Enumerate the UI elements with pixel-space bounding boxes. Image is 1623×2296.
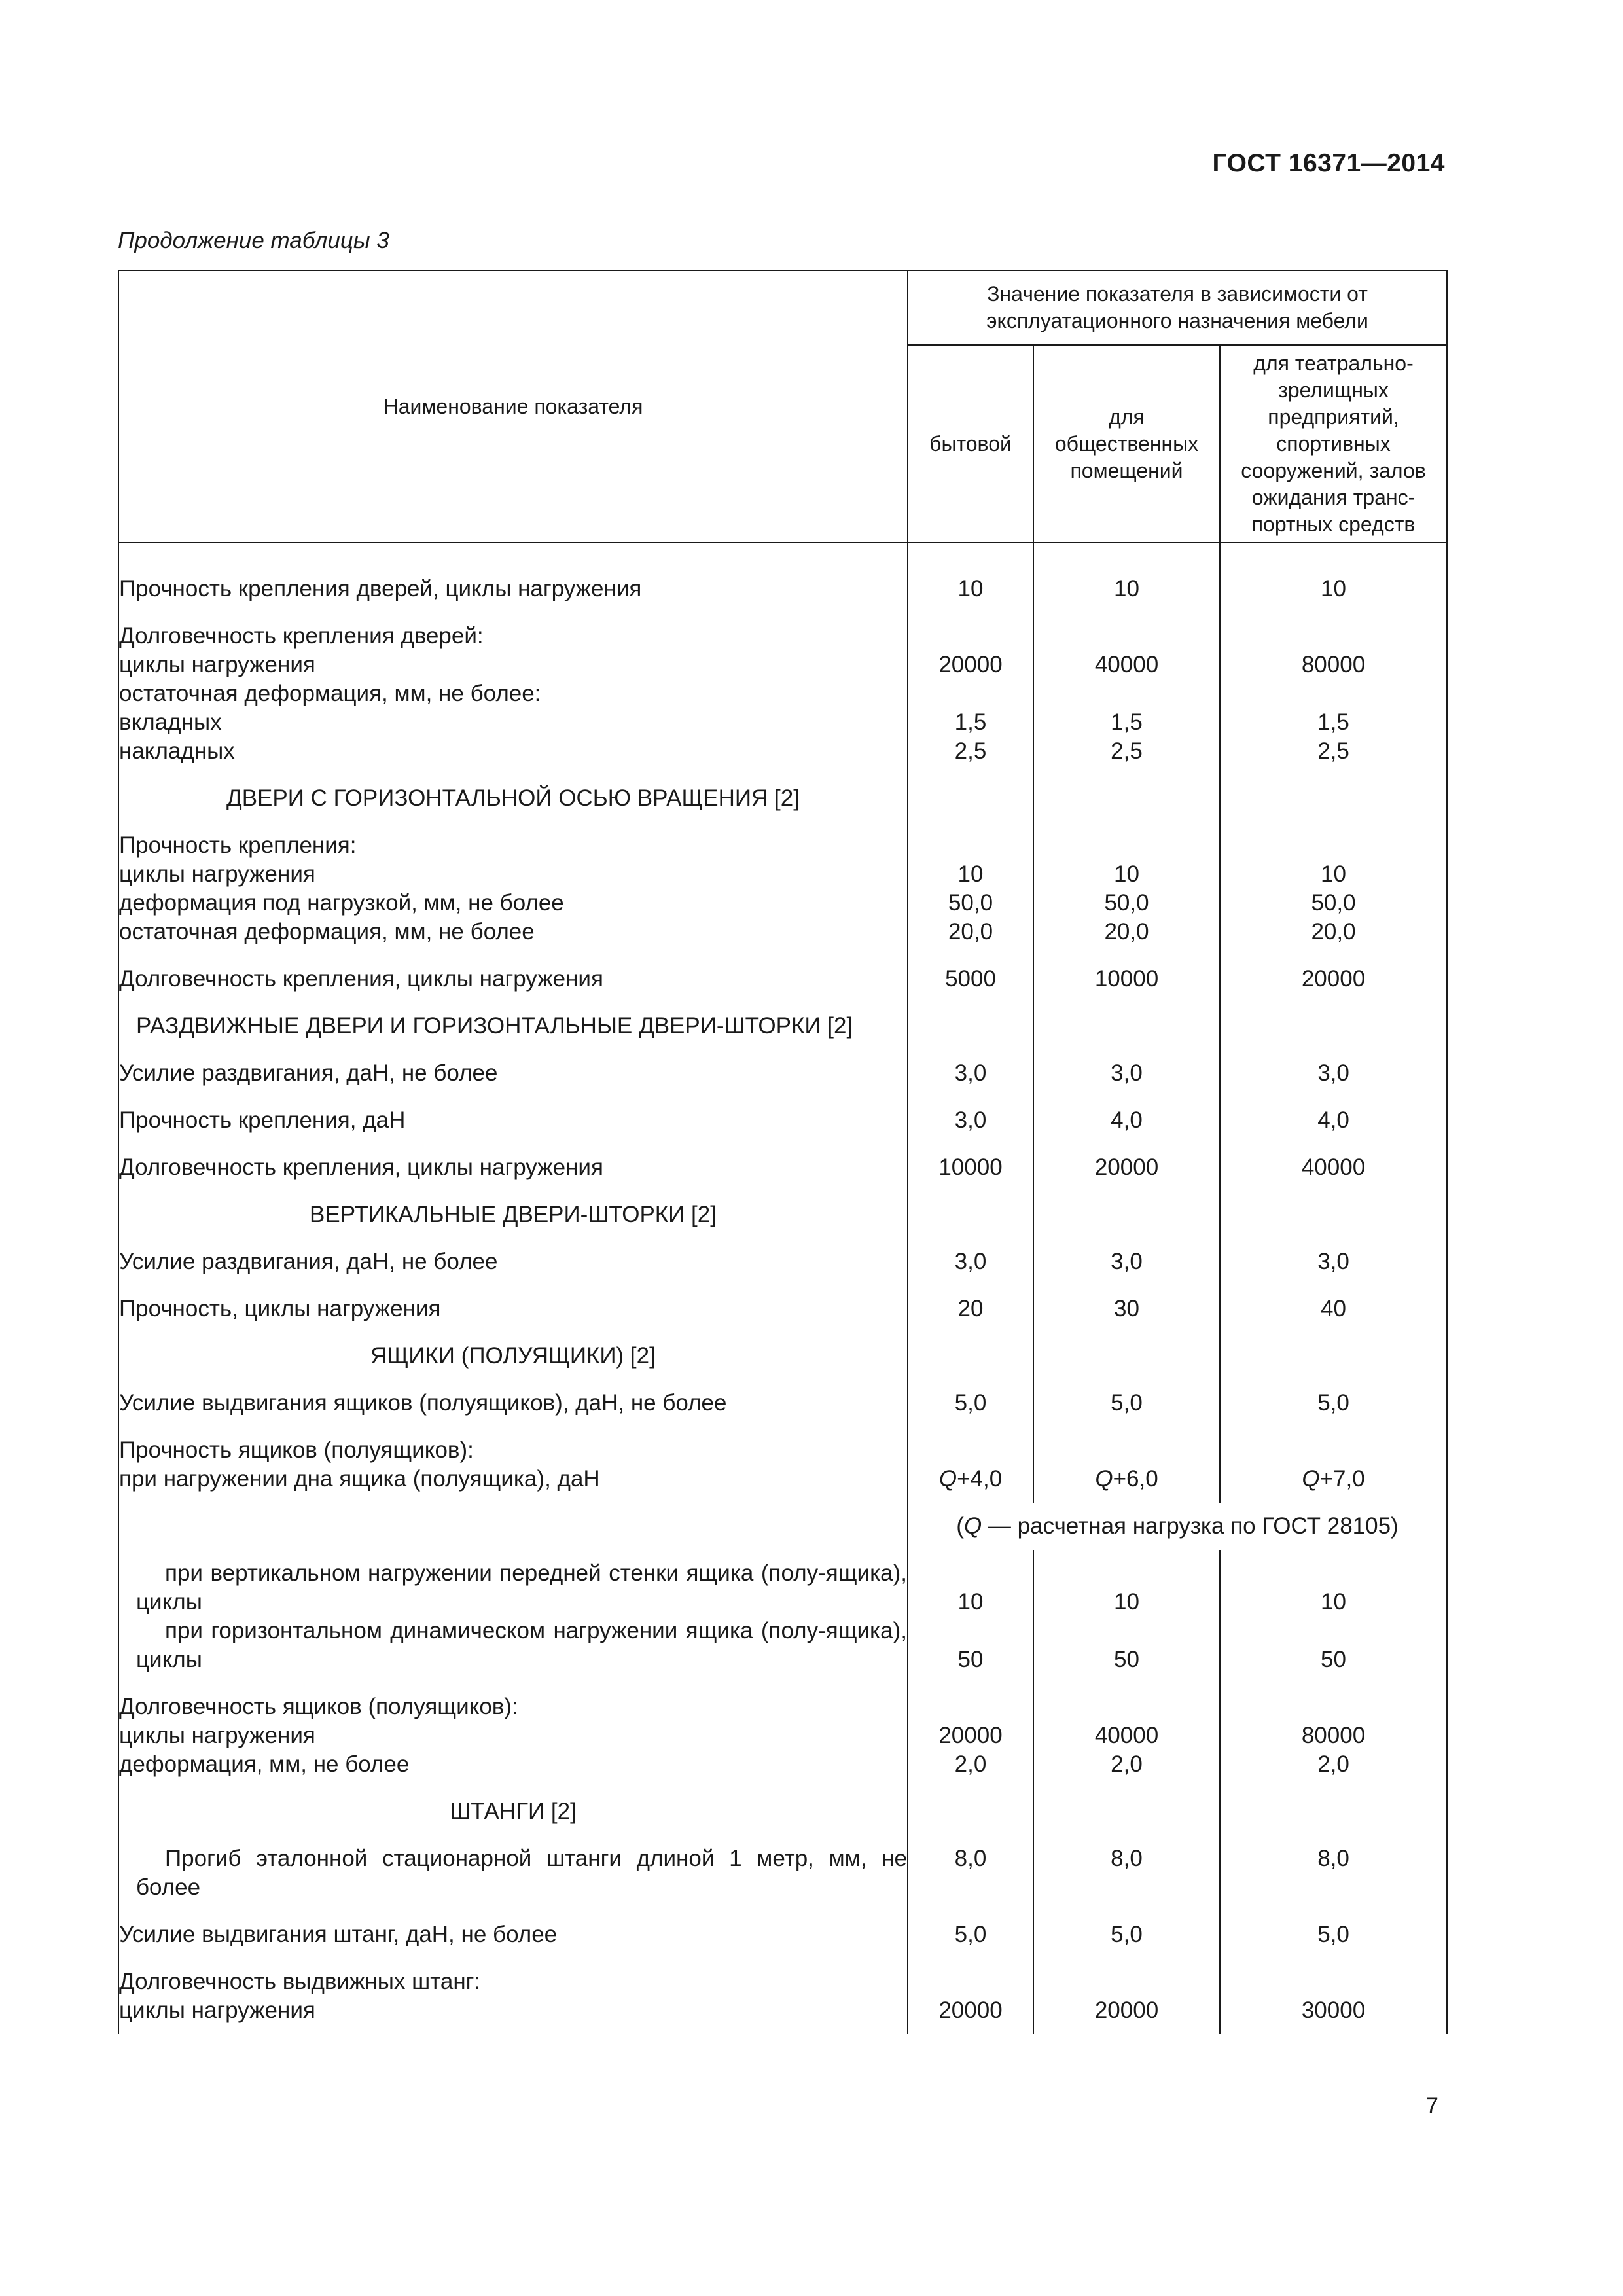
table-caption: Продолжение таблицы 3 [118, 228, 389, 253]
empty-cell [908, 1191, 1033, 1238]
value-household [908, 1238, 1033, 1285]
value-line: 10000 [1094, 966, 1159, 992]
value-line: Q+7,0 [1302, 1466, 1365, 1492]
empty-cell [1220, 1333, 1447, 1380]
empty-cell [1220, 1191, 1447, 1238]
value-line: 20000 [1094, 1155, 1159, 1180]
indicator-line: Усилие раздвигания, даН, не более [119, 1060, 498, 1086]
section-title: РАЗДВИЖНЫЕ ДВЕРИ И ГОРИЗОНТАЛЬНЫЕ ДВЕРИ-ШТОРКИ [2] [118, 1003, 908, 1050]
indicator-line: накладных [119, 738, 235, 764]
value-line: 40000 [1301, 1155, 1366, 1180]
value-household [908, 822, 1033, 956]
value-line: 2,5 [1111, 738, 1143, 764]
value-public [1033, 1285, 1220, 1333]
value-theatre [1220, 1144, 1447, 1191]
group-header: Значение показателя в зависимости от эксплуатационного назначения мебели [908, 270, 1447, 345]
value-line: 40000 [1094, 1723, 1159, 1748]
value-public [1033, 1911, 1220, 1958]
value-public [1033, 1835, 1220, 1911]
value-line: 3,0 [954, 1249, 987, 1274]
value-line: 5,0 [1317, 1390, 1349, 1416]
value-public [1033, 1097, 1220, 1144]
indicator-name [118, 1285, 908, 1333]
table-row [118, 565, 1447, 613]
value-line: 5,0 [1317, 1922, 1349, 1947]
table-row [118, 1911, 1447, 1958]
empty-cell [1033, 1788, 1220, 1835]
value-public [1033, 956, 1220, 1003]
value-line: 5,0 [954, 1390, 987, 1416]
value-line: 40 [1321, 1296, 1346, 1321]
indicator-line: Прочность ящиков (полуящиков): [119, 1437, 474, 1463]
value-line: 30000 [1301, 1998, 1366, 2023]
value-line: 3,0 [1317, 1060, 1349, 1086]
value-line: 30 [1114, 1296, 1139, 1321]
table-row [118, 1427, 1447, 1503]
value-line: 8,0 [1317, 1846, 1349, 1871]
value-theatre [1220, 1683, 1447, 1788]
value-household [908, 1550, 1033, 1683]
value-line: 2,5 [954, 738, 987, 764]
value-line: 10 [1321, 861, 1346, 887]
table-row [118, 613, 1447, 775]
value-household [908, 1911, 1033, 1958]
empty-cell [118, 1503, 908, 1550]
table-body [118, 543, 1447, 2034]
indicator-line: деформация под нагрузкой, мм, не более [119, 890, 564, 916]
value-line: 10 [957, 1589, 984, 1615]
value-household [908, 1050, 1033, 1097]
indicator-line: Усилие выдвигания ящиков (полуящиков), даН, не более [119, 1390, 727, 1416]
value-household [908, 1097, 1033, 1144]
section-title: ДВЕРИ С ГОРИЗОНТАЛЬНОЙ ОСЬЮ ВРАЩЕНИЯ [2] [118, 775, 908, 822]
value-line: 3,0 [954, 1060, 987, 1086]
section-title: ВЕРТИКАЛЬНЫЕ ДВЕРИ-ШТОРКИ [2] [118, 1191, 908, 1238]
value-theatre [1220, 1380, 1447, 1427]
indicator-line: циклы нагружения [119, 1723, 315, 1748]
value-line: 4,0 [1111, 1107, 1143, 1133]
indicator-line: Долговечность выдвижных штанг: [119, 1969, 481, 1994]
empty-cell [1033, 775, 1220, 822]
page-number: 7 [1425, 2093, 1438, 2119]
value-household [908, 1144, 1033, 1191]
value-line: 5,0 [1111, 1390, 1143, 1416]
empty-cell [1033, 1333, 1220, 1380]
value-theatre [1220, 1097, 1447, 1144]
value-theatre [1220, 1911, 1447, 1958]
value-line: 50,0 [1104, 890, 1149, 916]
indicator-name [118, 613, 908, 775]
value-line: Q+4,0 [938, 1466, 1003, 1492]
value-line: 10000 [938, 1155, 1003, 1180]
section-row [118, 1788, 1447, 1835]
value-public [1033, 613, 1220, 775]
table-row [118, 1285, 1447, 1333]
value-line: 8,0 [1111, 1846, 1143, 1871]
value-line: 10 [1321, 576, 1346, 601]
value-line: 1,5 [1111, 709, 1143, 735]
indicator-line: Усилие раздвигания, даН, не более [119, 1249, 498, 1274]
indicator-line: Долговечность крепления, циклы нагружения [119, 1155, 603, 1180]
empty-cell [908, 1333, 1033, 1380]
indicator-line: при горизонтальном динамическом нагружении ящика (полу-ящика), циклы [136, 1618, 907, 1672]
column-header-theatre: для театрально-зрелищных предприятий, спортивных сооружений, залов ожидания транс-портных средств [1220, 345, 1447, 543]
indicator-name [118, 1958, 908, 2034]
value-theatre [1220, 1835, 1447, 1911]
value-line: 80000 [1301, 652, 1366, 677]
value-line: 20000 [938, 1998, 1003, 2023]
indicator-name [118, 822, 908, 956]
indicator-name [118, 1238, 908, 1285]
indicator-line: Усилие выдвигания штанг, даН, не более [119, 1922, 558, 1947]
empty-cell [1033, 1003, 1220, 1050]
value-theatre [1220, 1958, 1447, 2034]
indicator-line: при нагружении дна ящика (полуящика), даН [119, 1466, 600, 1492]
empty-cell [908, 775, 1033, 822]
value-line: 3,0 [954, 1107, 987, 1133]
value-theatre [1220, 1238, 1447, 1285]
properties-table [118, 270, 1448, 2034]
value-line: 40000 [1094, 652, 1159, 677]
value-line: 3,0 [1111, 1249, 1143, 1274]
value-household [908, 1835, 1033, 1911]
value-public [1033, 1380, 1220, 1427]
indicator-name [118, 1911, 908, 1958]
indicator-name [118, 1050, 908, 1097]
table-row [118, 1683, 1447, 1788]
value-line: 50 [957, 1647, 984, 1672]
value-theatre [1220, 613, 1447, 775]
table-row [118, 1958, 1447, 2034]
value-line: 20000 [938, 652, 1003, 677]
empty-cell [1220, 1003, 1447, 1050]
value-public [1033, 1427, 1220, 1503]
value-theatre [1220, 1050, 1447, 1097]
value-line: 3,0 [1317, 1249, 1349, 1274]
value-line: 3,0 [1111, 1060, 1143, 1086]
indicator-name [118, 565, 908, 613]
indicator-name [118, 956, 908, 1003]
value-public [1033, 565, 1220, 613]
section-title: ЯЩИКИ (ПОЛУЯЩИКИ) [2] [118, 1333, 908, 1380]
indicator-name [118, 1835, 908, 1911]
indicator-name [118, 1427, 908, 1503]
indicator-line: остаточная деформация, мм, не более: [119, 681, 541, 706]
value-line: 20000 [938, 1723, 1003, 1748]
value-household [908, 1380, 1033, 1427]
value-theatre [1220, 1285, 1447, 1333]
value-line: 8,0 [954, 1846, 987, 1871]
empty-cell [1220, 1788, 1447, 1835]
value-line: 5,0 [954, 1922, 987, 1947]
value-line: 80000 [1301, 1723, 1366, 1748]
value-line: 20000 [1094, 1998, 1159, 2023]
indicator-line: Прогиб эталонной стационарной штанги длиной 1 метр, мм, не более [136, 1846, 907, 1900]
value-household [908, 1958, 1033, 2034]
indicator-line: Прочность крепления дверей, циклы нагружения [119, 576, 642, 601]
table-note: (Q — расчетная нагрузка по ГОСТ 28105) [908, 1503, 1447, 1550]
value-line: 20 [957, 1296, 984, 1321]
indicator-name [118, 1144, 908, 1191]
value-theatre [1220, 1550, 1447, 1683]
table-row [118, 956, 1447, 1003]
value-theatre [1220, 822, 1447, 956]
value-line: 2,5 [1317, 738, 1349, 764]
value-line: 20,0 [948, 919, 993, 944]
column-header-name: Наименование показателя [118, 270, 908, 543]
value-public [1033, 1050, 1220, 1097]
value-line: 2,0 [1111, 1751, 1143, 1777]
value-line: 20,0 [1104, 919, 1149, 944]
indicator-line: Долговечность крепления, циклы нагружения [119, 966, 603, 992]
value-household [908, 613, 1033, 775]
indicator-line: вкладных [119, 709, 222, 735]
value-theatre [1220, 1427, 1447, 1503]
value-line: Q+6,0 [1095, 1466, 1158, 1492]
value-line: 10 [957, 861, 984, 887]
value-household [908, 956, 1033, 1003]
value-line: 10 [1114, 576, 1139, 601]
value-line: 5000 [945, 966, 996, 992]
section-row [118, 1333, 1447, 1380]
section-row [118, 775, 1447, 822]
indicator-line: циклы нагружения [119, 652, 315, 677]
value-line: 1,5 [954, 709, 987, 735]
value-public [1033, 1550, 1220, 1683]
column-header-household: бытовой [908, 345, 1033, 543]
value-line: 50,0 [1311, 890, 1356, 916]
value-line: 2,0 [954, 1751, 987, 1777]
value-theatre [1220, 565, 1447, 613]
value-line: 10 [1114, 861, 1139, 887]
indicator-line: деформация, мм, не более [119, 1751, 410, 1777]
indicator-line: циклы нагружения [119, 1998, 315, 2023]
section-title: ШТАНГИ [2] [118, 1788, 908, 1835]
value-line: 50 [1321, 1647, 1346, 1672]
indicator-line: Прочность крепления: [119, 833, 357, 858]
value-line: 2,0 [1317, 1751, 1349, 1777]
indicator-line: Прочность крепления, даН [119, 1107, 406, 1133]
empty-cell [908, 1788, 1033, 1835]
table-row [118, 1144, 1447, 1191]
value-line: 10 [957, 576, 984, 601]
value-household [908, 1427, 1033, 1503]
value-public [1033, 1958, 1220, 2034]
indicator-line: остаточная деформация, мм, не более [119, 919, 535, 944]
table-row [118, 1050, 1447, 1097]
table-row [118, 822, 1447, 956]
empty-cell [1220, 775, 1447, 822]
value-theatre [1220, 956, 1447, 1003]
value-household [908, 565, 1033, 613]
indicator-line: циклы нагружения [119, 861, 315, 887]
empty-cell [908, 1003, 1033, 1050]
value-public [1033, 1683, 1220, 1788]
table-row [118, 1835, 1447, 1911]
empty-cell [1033, 1191, 1220, 1238]
column-header-public: для общественных помещений [1033, 345, 1220, 543]
indicator-name [118, 1550, 908, 1683]
value-line: 50 [1114, 1647, 1139, 1672]
table-row [118, 1238, 1447, 1285]
section-row [118, 1003, 1447, 1050]
value-line: 20000 [1301, 966, 1366, 992]
indicator-line: Прочность, циклы нагружения [119, 1296, 441, 1321]
indicator-name [118, 1097, 908, 1144]
value-household [908, 1285, 1033, 1333]
value-line: 10 [1114, 1589, 1139, 1615]
section-row [118, 1191, 1447, 1238]
value-line: 50,0 [948, 890, 993, 916]
value-line: 1,5 [1317, 709, 1349, 735]
indicator-name [118, 1683, 908, 1788]
table-row [118, 1097, 1447, 1144]
indicator-line: при вертикальном нагружении передней стенки ящика (полу-ящика), циклы [136, 1560, 907, 1615]
table-row [118, 1380, 1447, 1427]
document-code: ГОСТ 16371—2014 [1212, 149, 1445, 177]
indicator-name [118, 1380, 908, 1427]
value-household [908, 1683, 1033, 1788]
indicator-line: Долговечность ящиков (полуящиков): [119, 1694, 518, 1719]
value-line: 10 [1321, 1589, 1346, 1615]
note-row [118, 1503, 1447, 1550]
value-line: 20,0 [1311, 919, 1356, 944]
table-row [118, 1550, 1447, 1683]
value-line: 5,0 [1111, 1922, 1143, 1947]
value-line: 4,0 [1317, 1107, 1349, 1133]
value-public [1033, 822, 1220, 956]
indicator-line: Долговечность крепления дверей: [119, 623, 484, 649]
value-public [1033, 1144, 1220, 1191]
value-public [1033, 1238, 1220, 1285]
